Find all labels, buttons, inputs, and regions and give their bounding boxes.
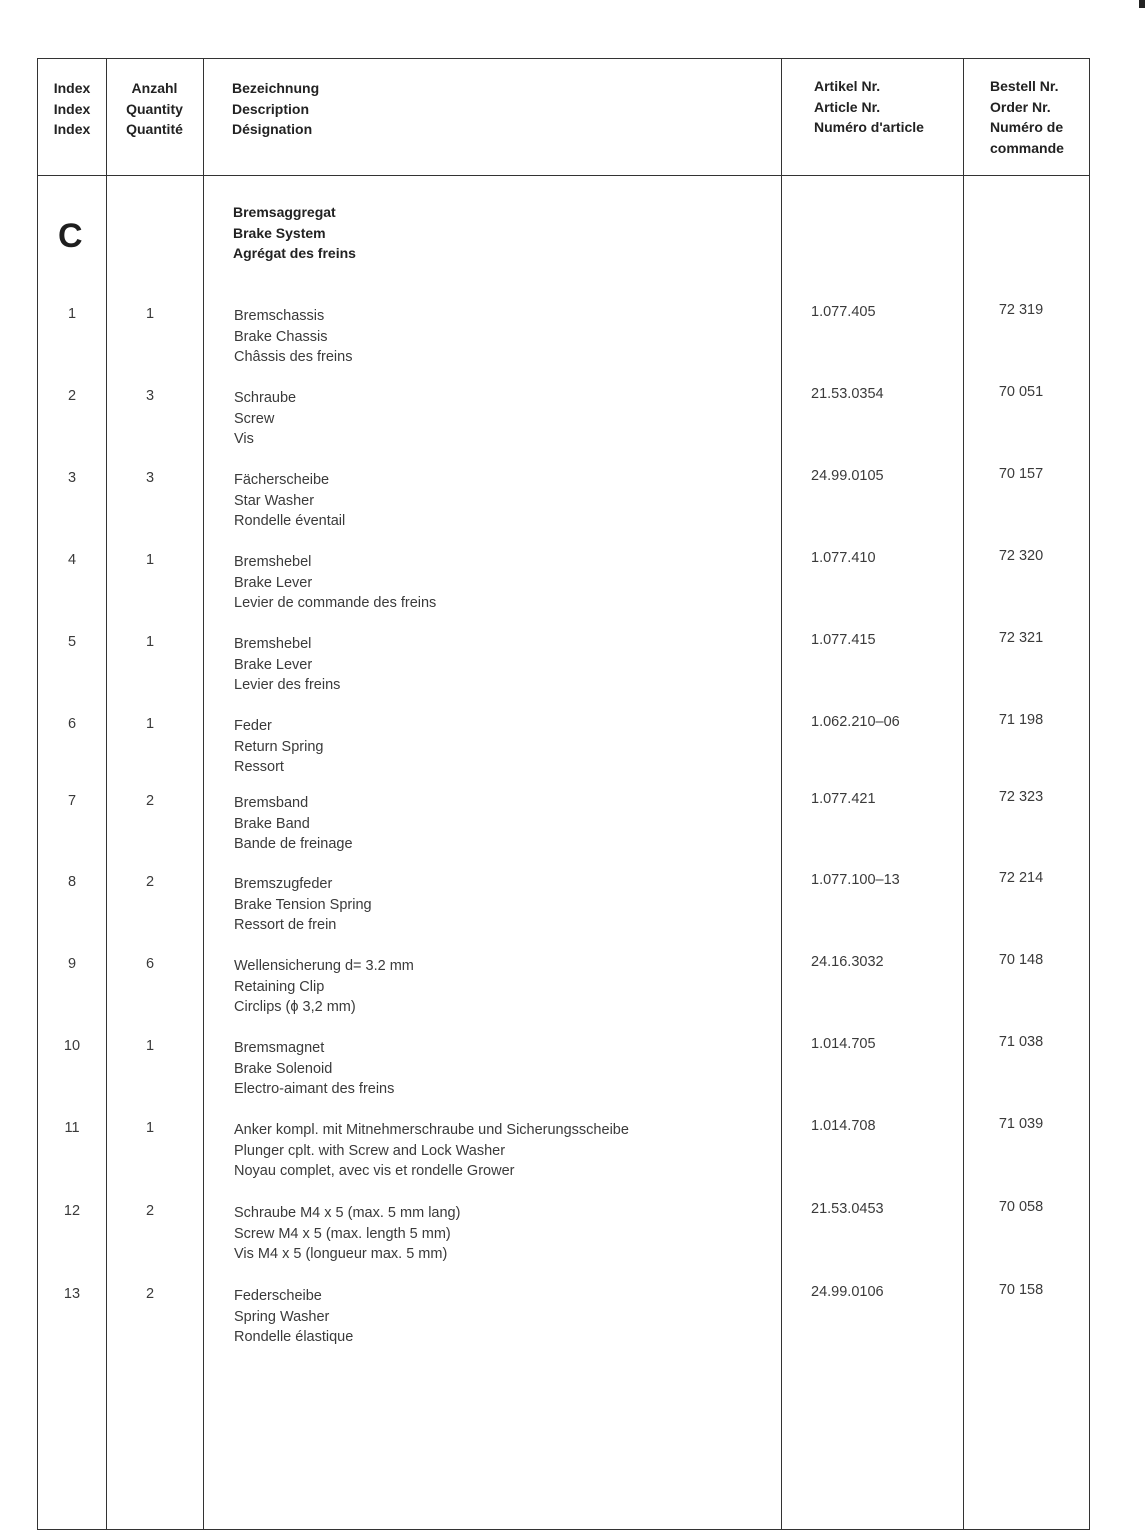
row-index: 12	[63, 1203, 81, 1219]
row-description	[234, 1203, 460, 1265]
row-article-number: 21.53.0354	[811, 386, 884, 402]
description-line: Brake Band	[234, 815, 310, 832]
row-article-number: 1.077.415	[811, 632, 876, 648]
row-article-number: 24.99.0106	[811, 1284, 884, 1300]
row-order-number: 70 157	[998, 466, 1044, 482]
header-quantity: Anzahl Quantity Quantité	[126, 80, 183, 137]
table-row	[38, 1034, 1089, 1108]
row-article-number: 1.077.421	[811, 791, 876, 807]
row-order-number: 70 148	[998, 952, 1044, 968]
description-line: Feder	[234, 718, 272, 734]
table-row	[38, 384, 1089, 458]
row-description	[234, 716, 323, 778]
table-row	[38, 870, 1089, 944]
description-line: Screw	[234, 410, 275, 427]
table-row	[38, 1116, 1089, 1190]
row-quantity: 1	[145, 634, 155, 650]
description-line: Star Washer	[234, 492, 315, 509]
page-corner-mark	[1139, 0, 1145, 8]
section-letter: C	[58, 217, 83, 255]
description-line: Schraube M4 x 5 (max. 5 mm lang)	[234, 1205, 461, 1221]
table-row	[38, 302, 1089, 376]
header-index: Index Index Index	[53, 80, 91, 137]
description-line: Brake Lever	[234, 574, 313, 591]
description-line: Anker kompl. mit Mitnehmerschraube und Sicherungsscheibe	[234, 1122, 629, 1138]
row-description	[234, 1038, 394, 1100]
description-line: Vis	[234, 431, 254, 447]
description-line: Spring Washer	[234, 1308, 330, 1325]
row-index: 10	[63, 1038, 81, 1054]
row-quantity: 2	[145, 874, 155, 890]
row-article-number: 24.99.0105	[811, 468, 884, 484]
row-quantity: 2	[145, 793, 155, 809]
table-row	[38, 466, 1089, 540]
row-article-number: 1.062.210–06	[811, 714, 900, 730]
row-article-number: 1.077.100–13	[811, 872, 900, 888]
row-index: 2	[67, 388, 77, 404]
row-index: 3	[67, 470, 77, 486]
section-title: Bremsaggregat Brake System Agrégat des freins	[233, 204, 356, 261]
description-line: Bremszugfeder	[234, 876, 333, 892]
row-article-number: 1.077.410	[811, 550, 876, 566]
description-line: Circlips (ϕ 3,2 mm)	[234, 999, 356, 1015]
table-row	[38, 630, 1089, 704]
row-quantity: 3	[145, 470, 155, 486]
row-quantity: 2	[145, 1203, 155, 1219]
row-order-number: 70 058	[998, 1199, 1044, 1215]
header-divider	[38, 175, 1089, 176]
row-index: 4	[67, 552, 77, 568]
row-article-number: 1.014.708	[811, 1118, 876, 1134]
row-article-number: 24.16.3032	[811, 954, 884, 970]
description-line: Electro-aimant des freins	[234, 1081, 395, 1097]
row-order-number: 72 323	[998, 789, 1044, 805]
description-line: Bremshebel	[234, 636, 312, 652]
table-row	[38, 952, 1089, 1026]
description-line: Châssis des freins	[234, 349, 353, 365]
description-line: Bremshebel	[234, 554, 312, 570]
row-quantity: 1	[145, 552, 155, 568]
description-line: Levier de commande des freins	[234, 595, 437, 611]
row-description	[234, 470, 345, 532]
row-order-number: 71 198	[998, 712, 1044, 728]
header-order: Bestell Nr. Order Nr. Numéro de commande	[990, 78, 1064, 156]
row-order-number: 72 319	[998, 302, 1044, 318]
row-description	[234, 306, 352, 368]
table-row	[38, 1282, 1089, 1356]
row-order-number: 70 158	[998, 1282, 1044, 1298]
description-line: Bremsband	[234, 795, 309, 811]
parts-list-table	[37, 58, 1090, 1530]
row-index: 9	[67, 956, 77, 972]
description-line: Rondelle éventail	[234, 513, 346, 529]
row-description	[234, 874, 372, 936]
row-order-number: 72 321	[998, 630, 1044, 646]
description-line: Bande de freinage	[234, 836, 353, 852]
row-quantity: 2	[145, 1286, 155, 1302]
description-line: Noyau complet, avec vis et rondelle Grower	[234, 1163, 515, 1179]
row-quantity: 1	[145, 306, 155, 322]
table-row	[38, 712, 1089, 786]
description-line: Rondelle élastique	[234, 1329, 354, 1345]
description-line: Brake Lever	[234, 656, 313, 673]
description-line: Plunger cplt. with Screw and Lock Washer	[234, 1142, 506, 1159]
row-order-number: 72 320	[998, 548, 1044, 564]
header-article: Artikel Nr. Article Nr. Numéro d'article	[814, 78, 924, 135]
description-line: Levier des freins	[234, 677, 341, 693]
description-line: Bremschassis	[234, 308, 325, 324]
description-line: Brake Tension Spring	[234, 896, 372, 913]
row-quantity: 6	[145, 956, 155, 972]
row-quantity: 1	[145, 716, 155, 732]
row-index: 6	[67, 716, 77, 732]
description-line: Fächerscheibe	[234, 472, 330, 488]
description-line: Vis M4 x 5 (longueur max. 5 mm)	[234, 1246, 448, 1262]
row-index: 7	[67, 793, 77, 809]
row-order-number: 71 039	[998, 1116, 1044, 1132]
description-line: Federscheibe	[234, 1288, 322, 1304]
description-line: Schraube	[234, 390, 297, 406]
row-description	[234, 388, 296, 450]
row-order-number: 71 038	[998, 1034, 1044, 1050]
row-article-number: 1.014.705	[811, 1036, 876, 1052]
row-quantity: 1	[145, 1038, 155, 1054]
row-article-number: 1.077.405	[811, 304, 876, 320]
table-row	[38, 548, 1089, 622]
row-description	[234, 956, 414, 1018]
row-order-number: 70 051	[998, 384, 1044, 400]
row-quantity: 3	[145, 388, 155, 404]
row-article-number: 21.53.0453	[811, 1201, 884, 1217]
table-row	[38, 789, 1089, 863]
description-line: Retaining Clip	[234, 978, 325, 995]
row-description	[234, 793, 353, 855]
row-order-number: 72 214	[998, 870, 1044, 886]
description-line: Brake Chassis	[234, 328, 328, 345]
row-description	[234, 1120, 629, 1182]
description-line: Return Spring	[234, 738, 324, 755]
description-line: Brake Solenoid	[234, 1060, 333, 1077]
description-line: Ressort de frein	[234, 917, 337, 933]
description-line: Bremsmagnet	[234, 1040, 325, 1056]
row-description	[234, 634, 340, 696]
table-row	[38, 1199, 1089, 1273]
description-line: Screw M4 x 5 (max. length 5 mm)	[234, 1225, 451, 1242]
description-line: Ressort	[234, 759, 284, 775]
description-line: Wellensicherung d= 3.2 mm	[234, 958, 414, 974]
row-index: 13	[63, 1286, 81, 1302]
row-description	[234, 1286, 353, 1348]
row-index: 11	[64, 1120, 80, 1136]
row-index: 1	[67, 306, 77, 322]
row-quantity: 1	[145, 1120, 155, 1136]
row-index: 5	[67, 634, 77, 650]
row-index: 8	[67, 874, 77, 890]
row-description	[234, 552, 436, 614]
header-description: Bezeichnung Description Désignation	[232, 80, 320, 137]
